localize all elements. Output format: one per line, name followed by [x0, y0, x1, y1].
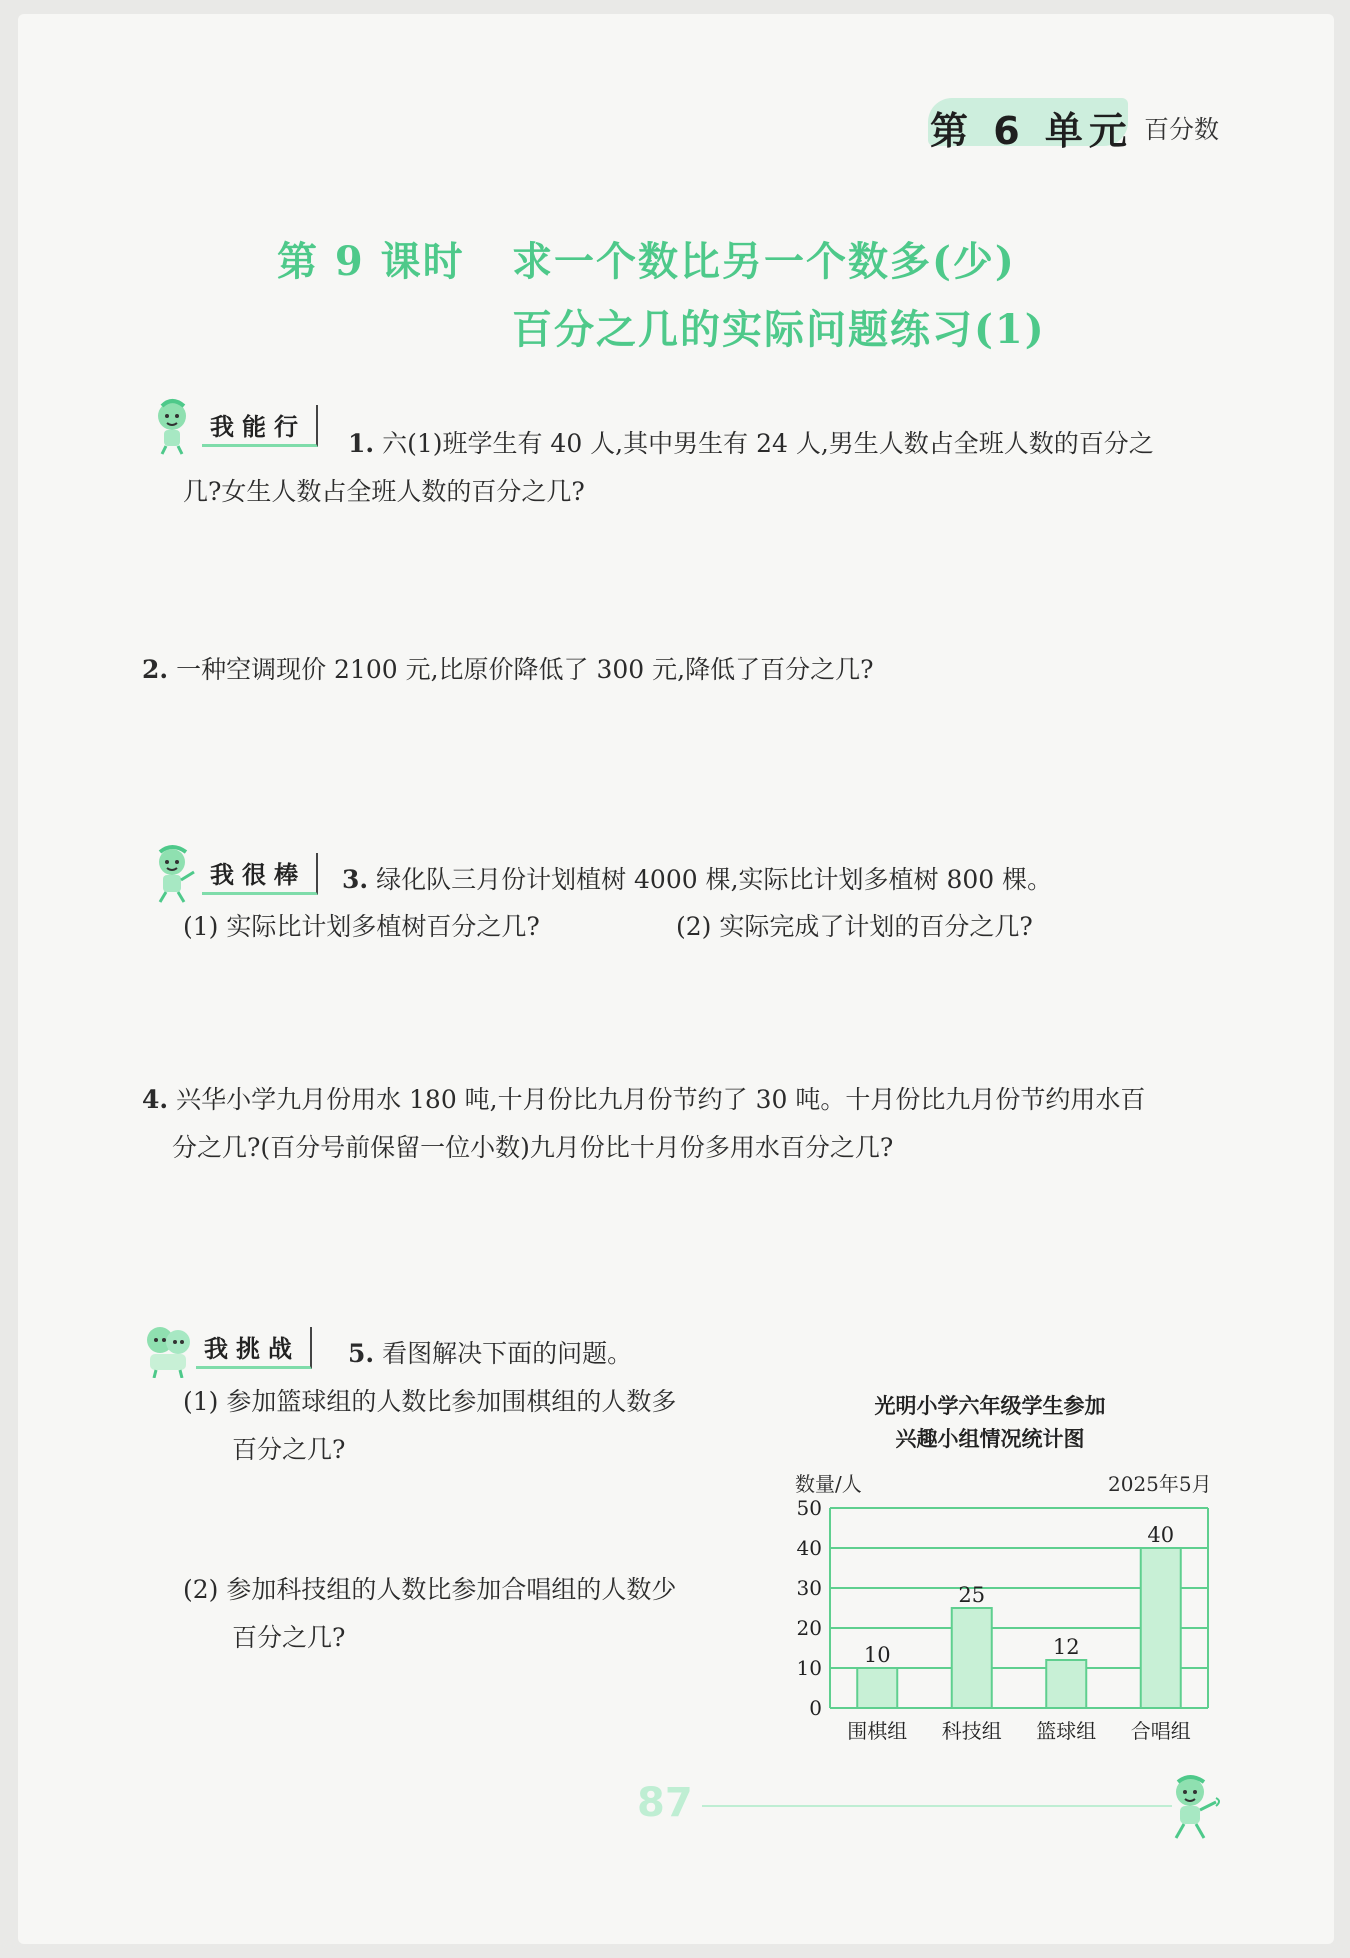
section-badge-tiaozhan [142, 1330, 312, 1366]
bar [952, 1608, 992, 1708]
lesson-label: 第 9 课时 [277, 238, 465, 285]
y-tick-label: 0 [809, 1696, 822, 1720]
bar [857, 1668, 897, 1708]
question-number: 4. [142, 1085, 169, 1114]
x-tick-label: 合唱组 [1130, 1719, 1191, 1743]
question-5-sub2-line2: 百分之几? [232, 1623, 346, 1652]
bar-data-label: 40 [1147, 1523, 1175, 1547]
question-5-sub1-line1: (1) 参加篮球组的人数比参加围棋组的人数多 [183, 1387, 677, 1416]
bar [1141, 1548, 1181, 1708]
question-4-line1 [142, 1080, 1145, 1120]
x-tick-label: 科技组 [941, 1719, 1002, 1743]
x-tick-label: 篮球组 [1036, 1719, 1097, 1743]
section-badge-henbang [148, 856, 318, 892]
y-tick-label: 20 [796, 1616, 822, 1640]
unit-subtitle: 百分数 [1144, 115, 1220, 144]
x-tick-label: 围棋组 [847, 1719, 908, 1743]
bar-chart [780, 1490, 1220, 1750]
question-1-line1 [348, 424, 1154, 464]
y-tick-label: 50 [796, 1496, 822, 1520]
y-tick-label: 30 [796, 1576, 822, 1600]
lesson-title-line1: 求一个数比另一个数多(少) [512, 238, 1016, 285]
question-4-line2: 分之几?(百分号前保留一位小数)九月份比十月份多用水百分之几? [172, 1133, 894, 1162]
question-text: 绿化队三月份计划植树 4000 棵,实际比计划多植树 800 棵。 [376, 865, 1053, 894]
chart-date: 2025年5月 [1108, 1472, 1212, 1496]
chart-title-line1: 光明小学六年级学生参加 [874, 1394, 1106, 1418]
mascot-footer-icon [1158, 1772, 1228, 1844]
y-tick-label: 10 [796, 1656, 822, 1680]
unit-title: 第 6 单元 [930, 109, 1133, 153]
page-number-rule [702, 1805, 1172, 1807]
chart-title-line2: 兴趣小组情况统计图 [895, 1427, 1085, 1451]
question-number: 5. [348, 1339, 375, 1368]
page-number: 87 [637, 1780, 693, 1826]
question-3-sub2: (2) 实际完成了计划的百分之几? [676, 912, 1033, 941]
question-text: 看图解决下面的问题。 [382, 1339, 633, 1368]
question-1-line2: 几?女生人数占全班人数的百分之几? [183, 477, 585, 506]
question-2 [142, 650, 874, 690]
mascot-icon [148, 844, 200, 904]
section-badge-woneng [148, 408, 318, 444]
question-number: 2. [142, 655, 169, 684]
mascot-icon [142, 1318, 194, 1378]
lesson-title-line2: 百分之几的实际问题练习(1) [512, 306, 1046, 353]
question-text: 一种空调现价 2100 元,比原价降低了 300 元,降低了百分之几? [176, 655, 874, 684]
question-5-sub2-line1: (2) 参加科技组的人数比参加合唱组的人数少 [183, 1575, 677, 1604]
question-5 [348, 1334, 632, 1374]
bar [1046, 1660, 1086, 1708]
question-5-sub1-line2: 百分之几? [232, 1435, 346, 1464]
y-tick-label: 40 [796, 1536, 822, 1560]
question-3-sub1: (1) 实际比计划多植树百分之几? [183, 912, 540, 941]
section-label: 我挑战 [196, 1327, 312, 1369]
question-text: 六(1)班学生有 40 人,其中男生有 24 人,男生人数占全班人数的百分之 [382, 429, 1154, 458]
section-label: 我能行 [202, 405, 318, 447]
chart-y-axis-label: 数量/人 [795, 1472, 862, 1496]
question-text: 兴华小学九月份用水 180 吨,十月份比九月份节约了 30 吨。十月份比九月份节约用水百 [176, 1085, 1146, 1114]
mascot-icon [148, 396, 200, 456]
bar-data-label: 10 [863, 1643, 891, 1667]
question-number: 3. [342, 865, 369, 894]
question-number: 1. [348, 429, 375, 458]
bar-data-label: 25 [958, 1583, 986, 1607]
bar-data-label: 12 [1052, 1635, 1080, 1659]
question-3 [342, 860, 1052, 900]
section-label: 我很棒 [202, 853, 318, 895]
